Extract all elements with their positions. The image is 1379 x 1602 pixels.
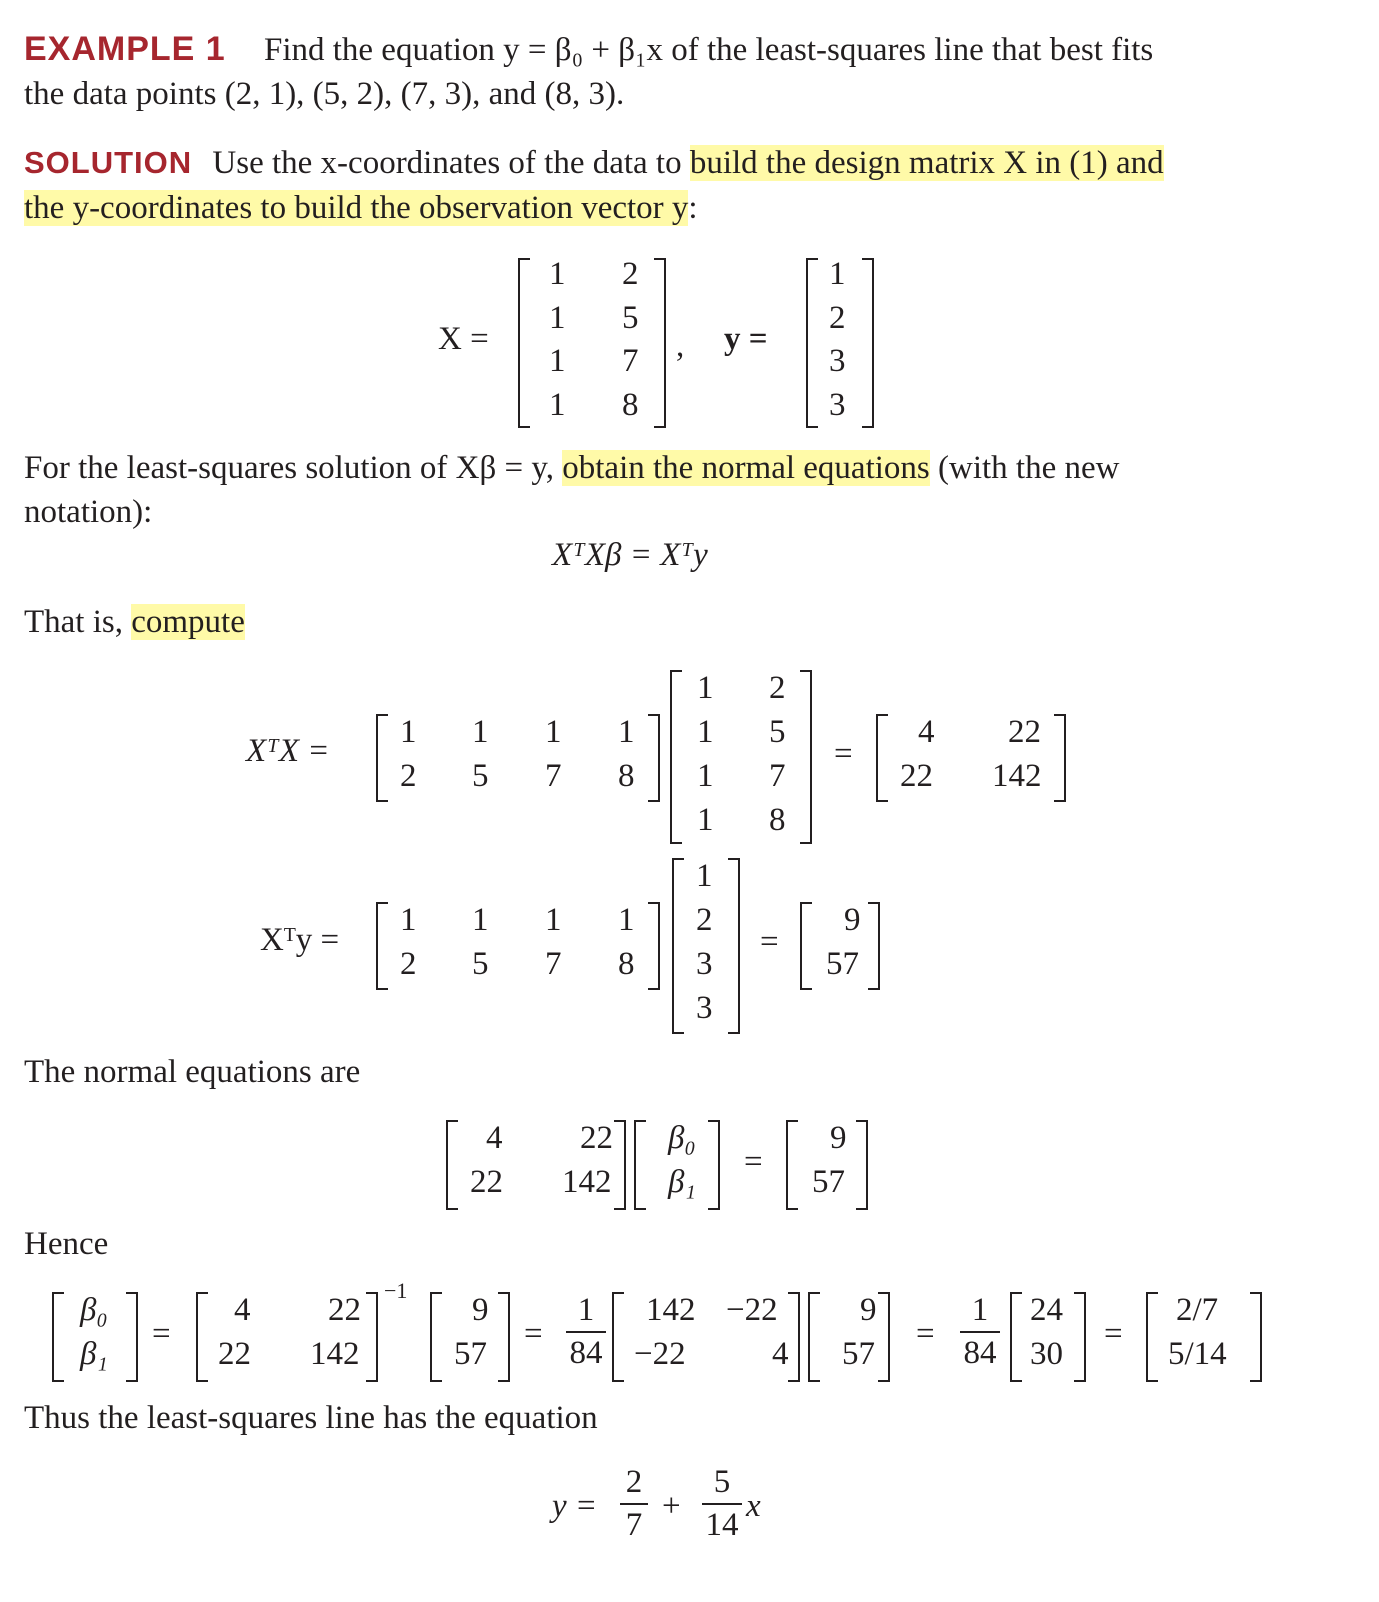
vector-cell: 3 bbox=[696, 946, 713, 982]
bracket-right bbox=[1250, 1292, 1262, 1382]
fraction-1-84 bbox=[566, 1294, 606, 1370]
example-statement: Find the equation y = β₀ + β₁x of the least-squares line that best fits bbox=[263, 32, 1154, 68]
matrix-cell: 2 bbox=[622, 256, 639, 292]
vector-cell: 24 bbox=[1030, 1292, 1063, 1328]
highlight-design-matrix: build the design matrix X in (1) and bbox=[689, 145, 1164, 181]
matrix-cell: 22 bbox=[470, 1164, 503, 1200]
matrix-cell: 1 bbox=[549, 387, 566, 423]
matrix-cell: 1 bbox=[545, 714, 562, 750]
vector-cell: 3 bbox=[829, 343, 846, 379]
vector-cell: 57 bbox=[826, 946, 859, 982]
vector-cell: 9 bbox=[472, 1292, 489, 1328]
equals: = bbox=[152, 1316, 171, 1352]
vector-cell: 5/14 bbox=[1168, 1336, 1227, 1372]
vector-cell: β₀ bbox=[80, 1292, 108, 1328]
matrix-cell: 4 bbox=[486, 1120, 503, 1156]
vector-cell: 9 bbox=[830, 1120, 847, 1156]
matrix-cell: 7 bbox=[622, 343, 639, 379]
Xty-label: Xᵀy = bbox=[260, 922, 340, 958]
bracket-left bbox=[1146, 1292, 1158, 1382]
solution-line1 bbox=[24, 145, 1164, 182]
bracket-right bbox=[856, 1120, 868, 1210]
matrix-cell: 22 bbox=[328, 1292, 361, 1328]
compute-line bbox=[24, 604, 245, 641]
vector-cell: 30 bbox=[1030, 1336, 1063, 1372]
bracket-left bbox=[376, 902, 388, 990]
matrix-cell: 7 bbox=[545, 758, 562, 794]
vector-cell: 9 bbox=[844, 902, 861, 938]
vector-cell: 1 bbox=[696, 858, 713, 894]
vector-cell: 57 bbox=[842, 1336, 875, 1372]
matrix-cell: 2 bbox=[400, 758, 417, 794]
vector-cell: 2 bbox=[829, 300, 846, 336]
matrix-cell: 1 bbox=[549, 343, 566, 379]
matrix-cell: 22 bbox=[580, 1120, 613, 1156]
bracket-right bbox=[1054, 714, 1066, 802]
bracket-right bbox=[614, 1120, 626, 1210]
conclusion-text: Thus the least-squares line has the equation bbox=[24, 1400, 598, 1436]
matrix-cell: 22 bbox=[900, 758, 933, 794]
bracket-left bbox=[446, 1120, 458, 1210]
bracket-left bbox=[52, 1292, 64, 1382]
matrix-cell: 4 bbox=[234, 1292, 251, 1328]
bracket-right bbox=[126, 1292, 138, 1382]
bracket-left bbox=[808, 1292, 820, 1382]
vector-cell: 3 bbox=[829, 387, 846, 423]
matrix-cell: −22 bbox=[634, 1336, 686, 1372]
matrix-cell: 2 bbox=[769, 670, 786, 706]
bracket-left bbox=[670, 670, 682, 844]
normal-eq-intro: The normal equations are bbox=[24, 1054, 361, 1090]
matrix-cell: 1 bbox=[618, 714, 635, 750]
comma: , bbox=[676, 328, 685, 364]
normal-intro-line1 bbox=[24, 450, 1119, 487]
bracket-right bbox=[728, 858, 740, 1034]
normal-intro-line2: notation): bbox=[24, 494, 153, 530]
matrix-cell: 7 bbox=[545, 946, 562, 982]
bracket-right bbox=[1074, 1292, 1086, 1382]
fraction-5-14 bbox=[702, 1466, 742, 1542]
bracket-left bbox=[672, 858, 684, 1034]
numerator: 2 bbox=[625, 1464, 643, 1500]
matrix-cell: 1 bbox=[618, 902, 635, 938]
denominator: 84 bbox=[569, 1335, 603, 1371]
vector-cell: 57 bbox=[454, 1336, 487, 1372]
matrix-cell: 1 bbox=[549, 300, 566, 336]
numerator: 1 bbox=[971, 1292, 989, 1328]
example-statement-line2: the data points (2, 1), (5, 2), (7, 3), and (8, 3). bbox=[24, 76, 625, 112]
bracket-right bbox=[862, 258, 874, 428]
highlight-observation-vector: the y-coordinates to build the observation vector y bbox=[24, 190, 689, 226]
numerator: 1 bbox=[577, 1292, 595, 1328]
matrix-cell: 1 bbox=[549, 256, 566, 292]
equals: = bbox=[1104, 1316, 1123, 1352]
vector-cell: β₁ bbox=[80, 1336, 108, 1372]
bracket-right bbox=[708, 1120, 720, 1210]
y-equals: y = bbox=[552, 1488, 598, 1524]
solution-text: Use the x-coordinates of the data to bbox=[212, 145, 682, 181]
bracket-right bbox=[868, 902, 880, 990]
vector-cell: 57 bbox=[812, 1164, 845, 1200]
bracket-right bbox=[648, 714, 660, 802]
matrix-cell: 5 bbox=[472, 946, 489, 982]
colon: : bbox=[688, 190, 698, 226]
X-label: X = bbox=[438, 321, 489, 357]
bracket-left bbox=[518, 258, 530, 428]
bracket-left bbox=[1010, 1292, 1022, 1382]
equals: = bbox=[916, 1316, 935, 1352]
vector-cell: 1 bbox=[829, 256, 846, 292]
vector-cell: β₀ bbox=[668, 1120, 696, 1156]
plus: + bbox=[662, 1488, 681, 1524]
matrix-cell: 1 bbox=[472, 902, 489, 938]
XtX-label: XᵀX = bbox=[246, 733, 330, 769]
denominator: 14 bbox=[705, 1507, 739, 1543]
denominator: 84 bbox=[963, 1335, 997, 1371]
matrix-cell: −22 bbox=[726, 1292, 778, 1328]
matrix-cell: 8 bbox=[618, 758, 635, 794]
matrix-cell: 8 bbox=[622, 387, 639, 423]
vector-cell: 9 bbox=[860, 1292, 877, 1328]
matrix-cell: 1 bbox=[472, 714, 489, 750]
bracket-right bbox=[800, 670, 812, 844]
highlight-normal-equations: obtain the normal equations bbox=[562, 450, 930, 486]
bracket-left bbox=[876, 714, 888, 802]
vector-cell: 2/7 bbox=[1176, 1292, 1219, 1328]
matrix-cell: 4 bbox=[918, 714, 935, 750]
matrix-cell: 22 bbox=[218, 1336, 251, 1372]
matrix-cell: 2 bbox=[400, 946, 417, 982]
text: That is, bbox=[24, 604, 123, 640]
matrix-cell: 1 bbox=[697, 670, 714, 706]
example-heading bbox=[24, 30, 1153, 69]
text: (with the new bbox=[938, 450, 1120, 486]
x-variable: x bbox=[746, 1488, 761, 1524]
fraction-1-84 bbox=[960, 1294, 1000, 1370]
vector-cell: 3 bbox=[696, 990, 713, 1026]
fraction-bar bbox=[566, 1331, 606, 1333]
matrix-cell: 1 bbox=[545, 902, 562, 938]
matrix-cell: 1 bbox=[400, 714, 417, 750]
bracket-left bbox=[786, 1120, 798, 1210]
bracket-left bbox=[196, 1292, 208, 1382]
matrix-cell: 142 bbox=[562, 1164, 612, 1200]
equals: = bbox=[760, 924, 779, 960]
inverse-exponent: −1 bbox=[384, 1278, 408, 1303]
bracket-left bbox=[612, 1292, 624, 1382]
equals: = bbox=[744, 1144, 763, 1180]
bracket-left bbox=[376, 714, 388, 802]
matrix-cell: 1 bbox=[697, 802, 714, 838]
bracket-right bbox=[788, 1292, 800, 1382]
vector-cell: 2 bbox=[696, 902, 713, 938]
hence-label: Hence bbox=[24, 1226, 109, 1262]
fraction-bar bbox=[960, 1331, 1000, 1333]
denominator: 7 bbox=[625, 1507, 643, 1543]
fraction-bar bbox=[702, 1503, 742, 1505]
matrix-cell: 4 bbox=[772, 1336, 789, 1372]
bracket-right bbox=[878, 1292, 890, 1382]
bracket-right bbox=[498, 1292, 510, 1382]
matrix-cell: 8 bbox=[769, 802, 786, 838]
bracket-left bbox=[430, 1292, 442, 1382]
y-label: y = bbox=[724, 321, 768, 357]
solution-label: SOLUTION bbox=[24, 145, 193, 180]
matrix-cell: 5 bbox=[769, 714, 786, 750]
normal-equation: XᵀXβ = Xᵀy bbox=[552, 537, 708, 573]
bracket-right bbox=[654, 258, 666, 428]
bracket-right bbox=[366, 1292, 378, 1382]
matrix-cell: 142 bbox=[310, 1336, 360, 1372]
bracket-left bbox=[800, 902, 812, 990]
matrix-cell: 5 bbox=[472, 758, 489, 794]
matrix-cell: 22 bbox=[1008, 714, 1041, 750]
equals: = bbox=[524, 1316, 543, 1352]
bracket-left bbox=[806, 258, 818, 428]
equals: = bbox=[834, 736, 853, 772]
text: For the least-squares solution of Xβ = y, bbox=[24, 450, 555, 486]
matrix-cell: 1 bbox=[697, 714, 714, 750]
matrix-cell: 7 bbox=[769, 758, 786, 794]
bracket-left bbox=[634, 1120, 646, 1210]
matrix-cell: 142 bbox=[992, 758, 1042, 794]
matrix-cell: 1 bbox=[400, 902, 417, 938]
vector-cell: β₁ bbox=[668, 1164, 696, 1200]
numerator: 5 bbox=[713, 1464, 731, 1500]
matrix-cell: 5 bbox=[622, 300, 639, 336]
matrix-cell: 8 bbox=[618, 946, 635, 982]
solution-line2 bbox=[24, 190, 698, 227]
matrix-cell: 142 bbox=[646, 1292, 696, 1328]
example-label: EXAMPLE 1 bbox=[24, 30, 226, 68]
fraction-bar bbox=[620, 1503, 648, 1505]
matrix-cell: 1 bbox=[697, 758, 714, 794]
fraction-2-7 bbox=[620, 1466, 648, 1542]
highlight-compute: compute bbox=[131, 604, 245, 640]
bracket-right bbox=[648, 902, 660, 990]
